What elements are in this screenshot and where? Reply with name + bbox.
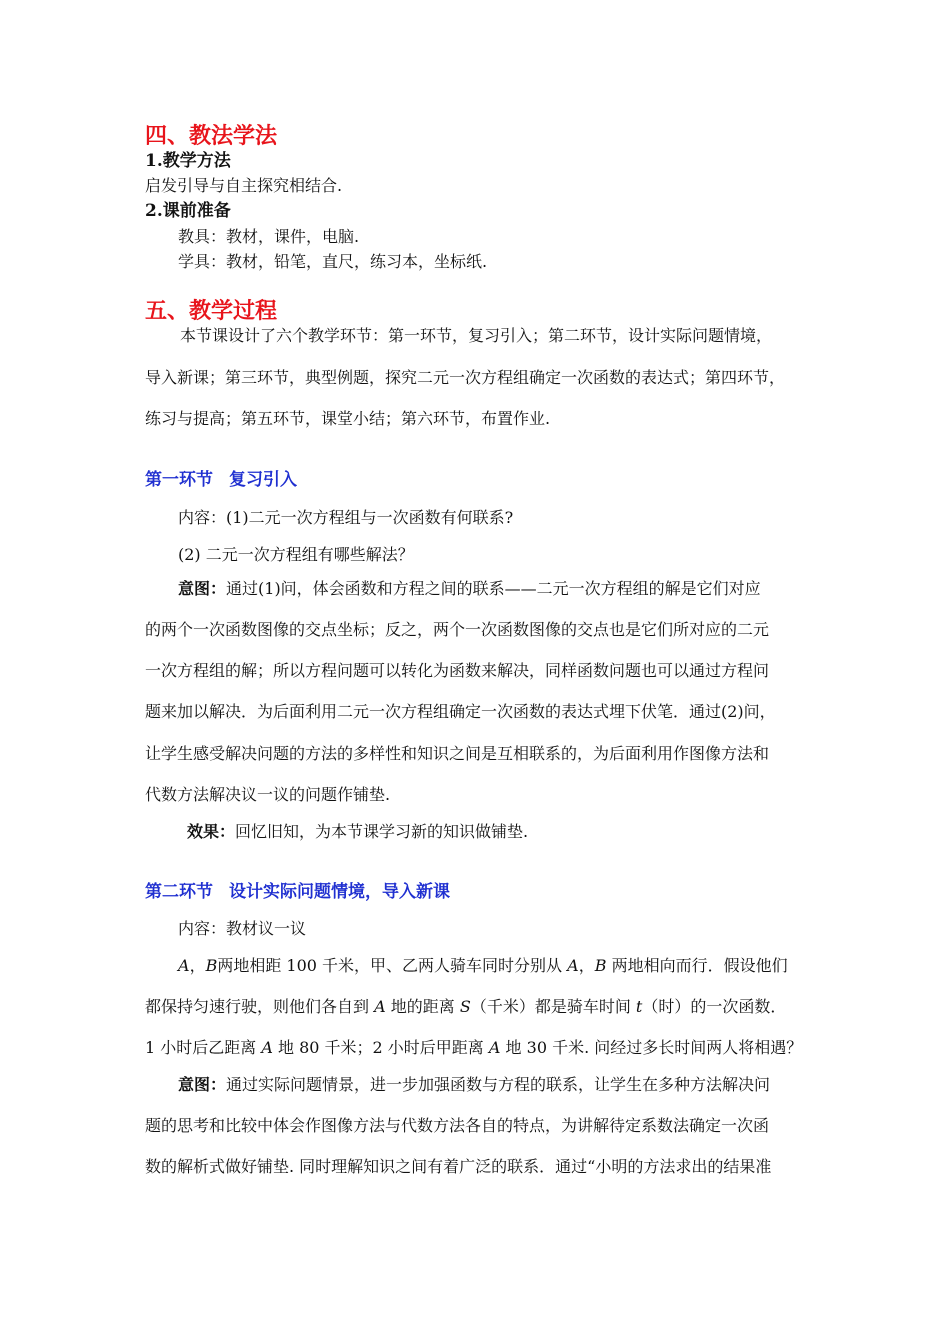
text: ， [189,956,206,975]
step-1-content-1: 内容：(1)二元一次方程组与一次函数有何联系? [178,508,514,527]
intent-label: 意图： [178,1075,227,1094]
step-2-number: 第二环节 [145,882,213,902]
text: ， [578,956,595,975]
preparation-heading: 2.课前准备 [145,201,231,221]
problem-line-2 [145,996,786,1018]
intent-text: 通过实际问题情景，进一步加强函数与方程的联系，让学生在多种方法解决问 [226,1075,771,1094]
point-a: A [374,997,386,1016]
student-tools: 学具：教材，铅笔，直尺，练习本，坐标纸. [178,252,488,271]
text: 1 小时后乙距离 [145,1038,262,1057]
process-intro-line: 导入新课；第三环节，典型例题，探究二元一次方程组确定一次函数的表达式；第四环节， [145,368,786,387]
problem-line-1 [178,955,788,977]
text: （千米）都是骑车时间 [470,997,636,1016]
teacher-tools: 教具：教材，课件，电脑. [178,227,360,246]
problem-line-3 [145,1037,802,1059]
text: 两地相向而行．假设他们 [606,956,788,975]
variable-t: t [635,997,643,1016]
step-1-content-2: (2) 二元一次方程组有哪些解法？ [178,545,414,564]
point-a: A [261,1038,273,1057]
intent-label: 意图： [178,579,227,598]
section-5-title: 五、教学过程 [145,298,278,324]
text: 地 30 千米. 问经过多长时间两人将相遇？ [500,1038,803,1057]
step-1-intent-line: 的两个一次函数图像的交点坐标；反之，两个一次函数图像的交点也是它们所对应的二元 [145,620,770,639]
teaching-method-text: 启发引导与自主探究相结合. [145,176,343,195]
text: 都保持匀速行驶，则他们各自到 [145,997,375,1016]
text: （时）的一次函数． [642,997,787,1016]
step-2-heading [145,880,450,904]
teaching-method-heading: 1.教学方法 [145,151,231,171]
step-1-heading [145,468,297,492]
step-2-intent-line: 数的解析式做好铺垫. 同时理解知识之间有着广泛的联系．通过“小明的方法求出的结果准 [145,1157,772,1176]
step-2-content: 内容：教材议一议 [178,919,307,938]
step-2-intent-line [178,1074,770,1096]
effect-label: 效果： [187,822,236,841]
point-a: A [567,956,579,975]
step-1-number: 第一环节 [145,470,213,490]
step-1-effect-line [187,821,528,843]
step-1-title: 复习引入 [229,470,297,490]
variable-s: S [459,997,471,1016]
text: 地 80 千米；2 小时后甲距离 [272,1038,489,1057]
point-a: A [178,956,190,975]
point-b: B [594,956,607,975]
process-intro-line: 本节课设计了六个教学环节：第一环节，复习引入；第二环节，设计实际问题情境， [180,326,773,345]
process-intro-line: 练习与提高；第五环节，课堂小结；第六环节，布置作业. [145,409,551,428]
intent-text: 通过(1)问，体会函数和方程之间的联系——二元一次方程组的解是它们对应 [226,579,761,598]
step-2-title: 设计实际问题情境，导入新课 [229,882,450,902]
point-b: B [205,956,218,975]
step-1-intent-line: 让学生感受解决问题的方法的多样性和知识之间是互相联系的，为后面利用作图像方法和 [145,744,770,763]
step-2-intent-line: 题的思考和比较中体会作图像方法与代数方法各自的特点，为讲解待定系数法确定一次函 [145,1116,770,1135]
point-a: A [488,1038,501,1057]
effect-text: 回忆旧知，为本节课学习新的知识做铺垫. [235,822,529,841]
step-1-intent-line: 一次方程组的解；所以方程问题可以转化为函数来解决，同样函数问题也可以通过方程问 [145,661,770,680]
step-1-intent-line [178,578,761,600]
text: 地的距离 [385,997,460,1016]
section-4-title: 四、教法学法 [145,123,278,149]
text: 两地相距 100 千米，甲、乙两人骑车同时分别从 [217,956,568,975]
step-1-intent-line: 代数方法解决议一议的问题作铺垫. [145,785,391,804]
step-1-intent-line: 题来加以解决．为后面利用二元一次方程组确定一次函数的表达式埋下伏笔．通过(2)问， [145,702,776,721]
